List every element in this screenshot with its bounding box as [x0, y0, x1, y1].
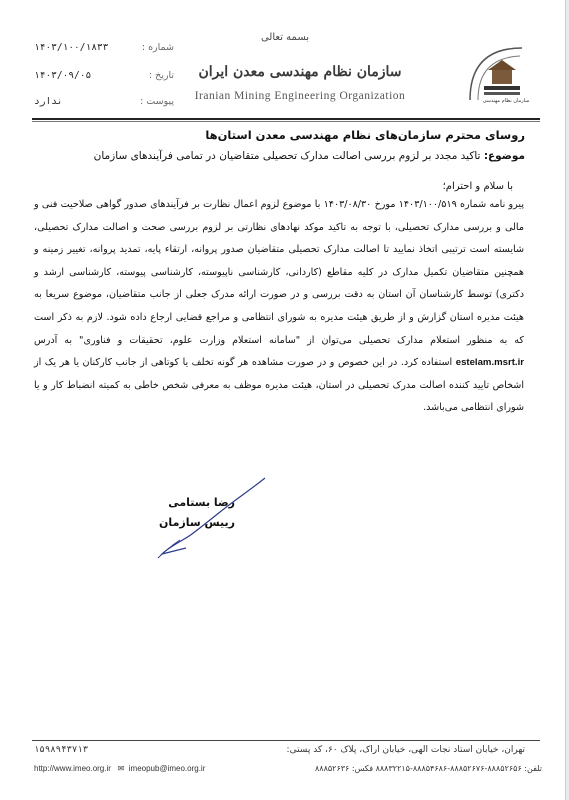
body-inquiry-url: estelam.msrt.ir [455, 357, 524, 369]
letter-number-value: ۱۴۰۳/۱۰۰/۱۸۳۳ [34, 42, 109, 53]
footer-postal-code: ۱۵۹۸۹۴۳۷۱۳ [34, 745, 89, 755]
header-divider-thin [32, 121, 540, 122]
footer-email[interactable]: imeopub@imeo.org.ir [128, 764, 206, 773]
footer-address: تهران، خیابان استاد نجات الهی، خیابان اراک، پلاک ۶۰، کد پستی: [286, 745, 525, 755]
footer-divider [32, 740, 540, 741]
subject-text: تاکید مجدد بر لزوم بررسی اصالت مدارک تحصیلی متقاضیان در تمامی فرآیندهای سازمان [93, 150, 481, 162]
org-name-fa: سازمان نظام مهندسی معدن ایران [198, 64, 402, 80]
letter-number [34, 42, 174, 56]
subject-label: موضوع: [483, 150, 525, 162]
subject-line [25, 150, 525, 162]
org-name-en: Iranian Mining Engineering Organization [194, 90, 406, 102]
organization-logo [462, 40, 534, 108]
footer-website[interactable]: http://www.imeo.org.ir [34, 764, 111, 773]
letter-date-label: تاریخ : [148, 70, 174, 81]
footer-phones: تلفن: ۸۸۸۵۲۶۵۶-۸۸۸۵۲۶۷۶-۸۸۸۵۴۶۸۶-۸۸۸۳۲۲۱۵ فکس: ۸۸۸۵۲۶۳۶ [314, 764, 542, 773]
signer-name: رضا بستامی [168, 496, 235, 509]
letter-attachment-label: پیوست : [140, 96, 174, 107]
footer-email-icon: ✉ [113, 764, 127, 773]
signer-title: رییس سازمان [159, 516, 235, 529]
letter-attachment-value: ندارد [34, 96, 63, 107]
body-paragraph-part1: پیرو نامه شماره ۱۴۰۳/۱۰۰/۵۱۹ مورخ ۱۴۰۳/۰۸/۳۰ با موضوع لزوم اعمال نظارت بر فرآیندهای صدور گواهی صلاحیت فنی و مالی و بررسی مدارک تحصیلی، با توجه به تاکید موکد نهادهای نظارتی بر لزوم بررسی صحت و اصالت مدارک تحصیلی، شایسته است ترتیبی اتخاذ نمایید تا اصالت مدارک تحصیلی متقاضیان صدور پروانه، ارتقاء پایه، تمدید پروانه، تغییر زمینه و همچنین متقاضیان تکمیل مدارک در کلیه مقاطع (کاردانی، کارشناسی ناپیوسته، کارشناسی پیوسته، کارشناسی ارشد و دکتری) توسط کارشناسان آن استان به دقت بررسی و در صورت ارائه مدرک جعلی از جانب متقاضیان، موضوع سریعا به هیئت مدیره استان گزارش و از طریق هیئت مدیره به شورای انتظامی و مراجع قضایی ارجاع داده شود. لازم به ذکر است که به منظور استعلام مدارک تحصیلی می‌توان از "سامانه استعلام وزارت علوم، تحقیقات و فناوری" به آدرس [34, 199, 524, 346]
letter-date [34, 70, 174, 84]
letter-date-value: ۱۴۰۳/۰۹/۰۵ [34, 70, 92, 81]
logo-label-fa: سازمان نظام مهندسی [482, 98, 530, 104]
body-paragraph-part2: استفاده کرد. در این خصوص و در صورت مشاهده هر گونه تخلف یا کوتاهی از جانب کارکنان یا هر یک از اشخاص تایید کننده اصالت مدرک تحصیلی در استان، هیئت مدیره موظف به معرفی شخص خاطی به کمیته انضباط کار و یا شورای انتظامی می‌باشد. [34, 357, 524, 414]
handwritten-signature [140, 470, 280, 570]
footer-web-contacts [34, 764, 214, 773]
greeting: با سلام و احترام؛ [442, 181, 513, 192]
letter-attachment [34, 96, 174, 110]
header-divider [32, 118, 540, 120]
letter-body [34, 194, 524, 420]
basmala: بسمه تعالی [260, 32, 310, 43]
letter-number-label: شماره : [141, 42, 174, 53]
recipient-line: روسای محترم سازمان‌های نظام مهندسی معدن استان‌ها [205, 128, 525, 142]
